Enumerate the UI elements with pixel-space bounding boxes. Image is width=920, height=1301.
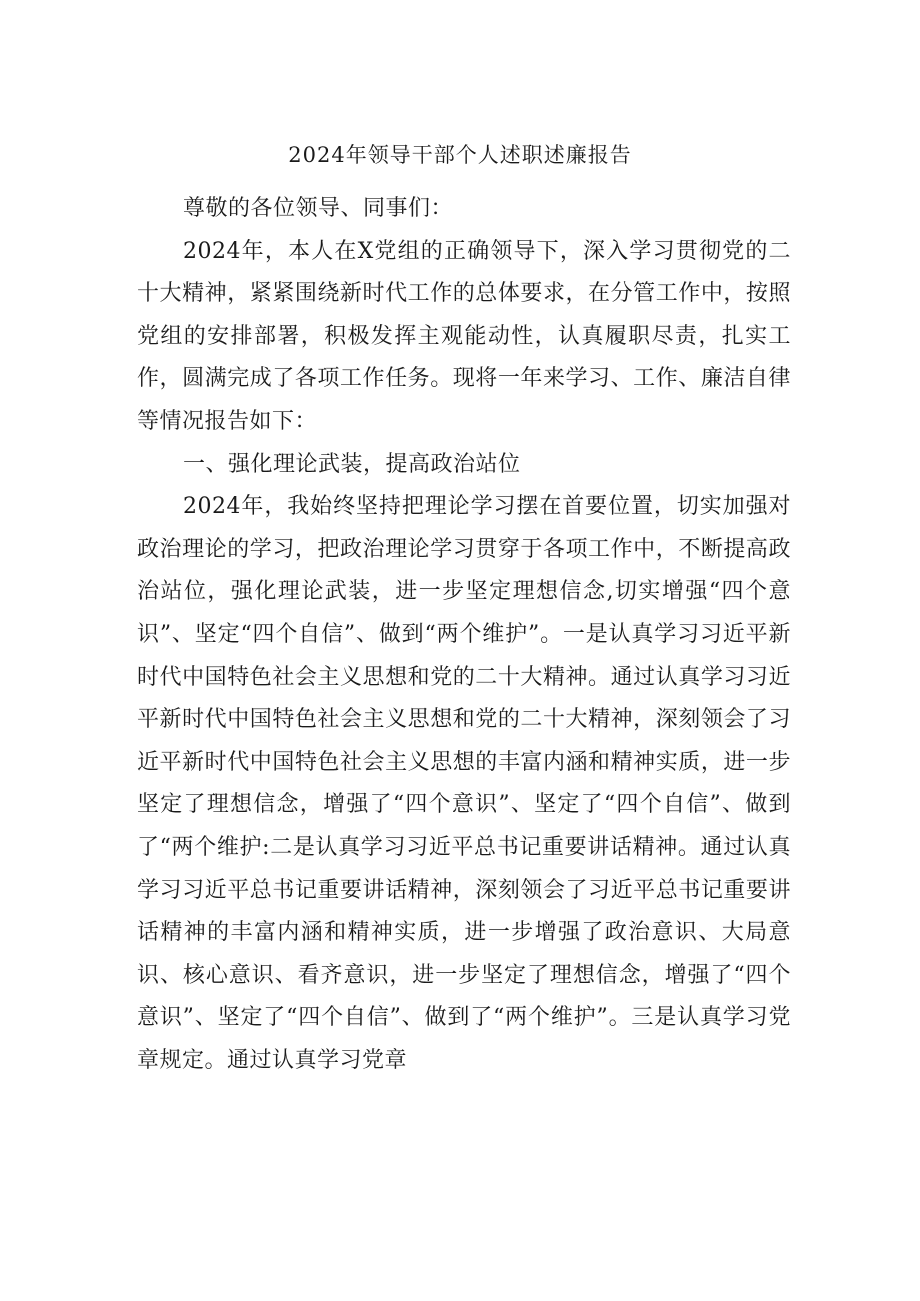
section-heading: 一、强化理论武装，提高政治站位 [183,451,521,477]
salutation: 尊敬的各位领导、同事们： [183,196,454,221]
document-body [137,188,791,1082]
intro-paragraph: 2024年，本人在X党组的正确领导下，深入学习贯彻党的二十大精神，紧紧围绕新时代工作的总体要求，在分管工作中，按照党组的安排部署，积极发挥主观能动性，认真履职尽责，扎实工作，圆满完成了各项工作任务。现将一年来学习、工作、廉洁自律等情况报告如下： [137,238,791,434]
section-paragraph: 2024年，我始终坚持把理论学习摆在首要位置，切实加强对政治理论的学习，把政治理论学习贯穿于各项工作中，不断提高政治站位，强化理论武装，进一步坚定理想信念,切实增强“四个意识”、坚定“四个自信”、做到“两个维护”。一是认真学习习近平新时代中国特色社会主义思想和党的二十大精神。通过认真学习习近平新时代中国特色社会主义思想和党的二十大精神，深刻领会了习近平新时代中国特色社会主义思想的丰富内涵和精神实质，进一步坚定了理想信念，增强了“四个意识”、坚定了“四个自信”、做到了“两个维护:二是认真学习习近平总书记重要讲话精神。通过认真学习习近平总书记重要讲话精神，深刻领会了习近平总书记重要讲话精神的丰富内涵和精神实质，进一步增强了政治意识、大局意识、核心意识、看齐意识，进一步坚定了理想信念，增强了“四个意识”、坚定了“四个自信”、做到了“两个维护”。三是认真学习党章规定。通过认真学习党章 [137,494,791,1073]
document-title: 2024年领导干部个人述职述廉报告 [288,143,632,167]
